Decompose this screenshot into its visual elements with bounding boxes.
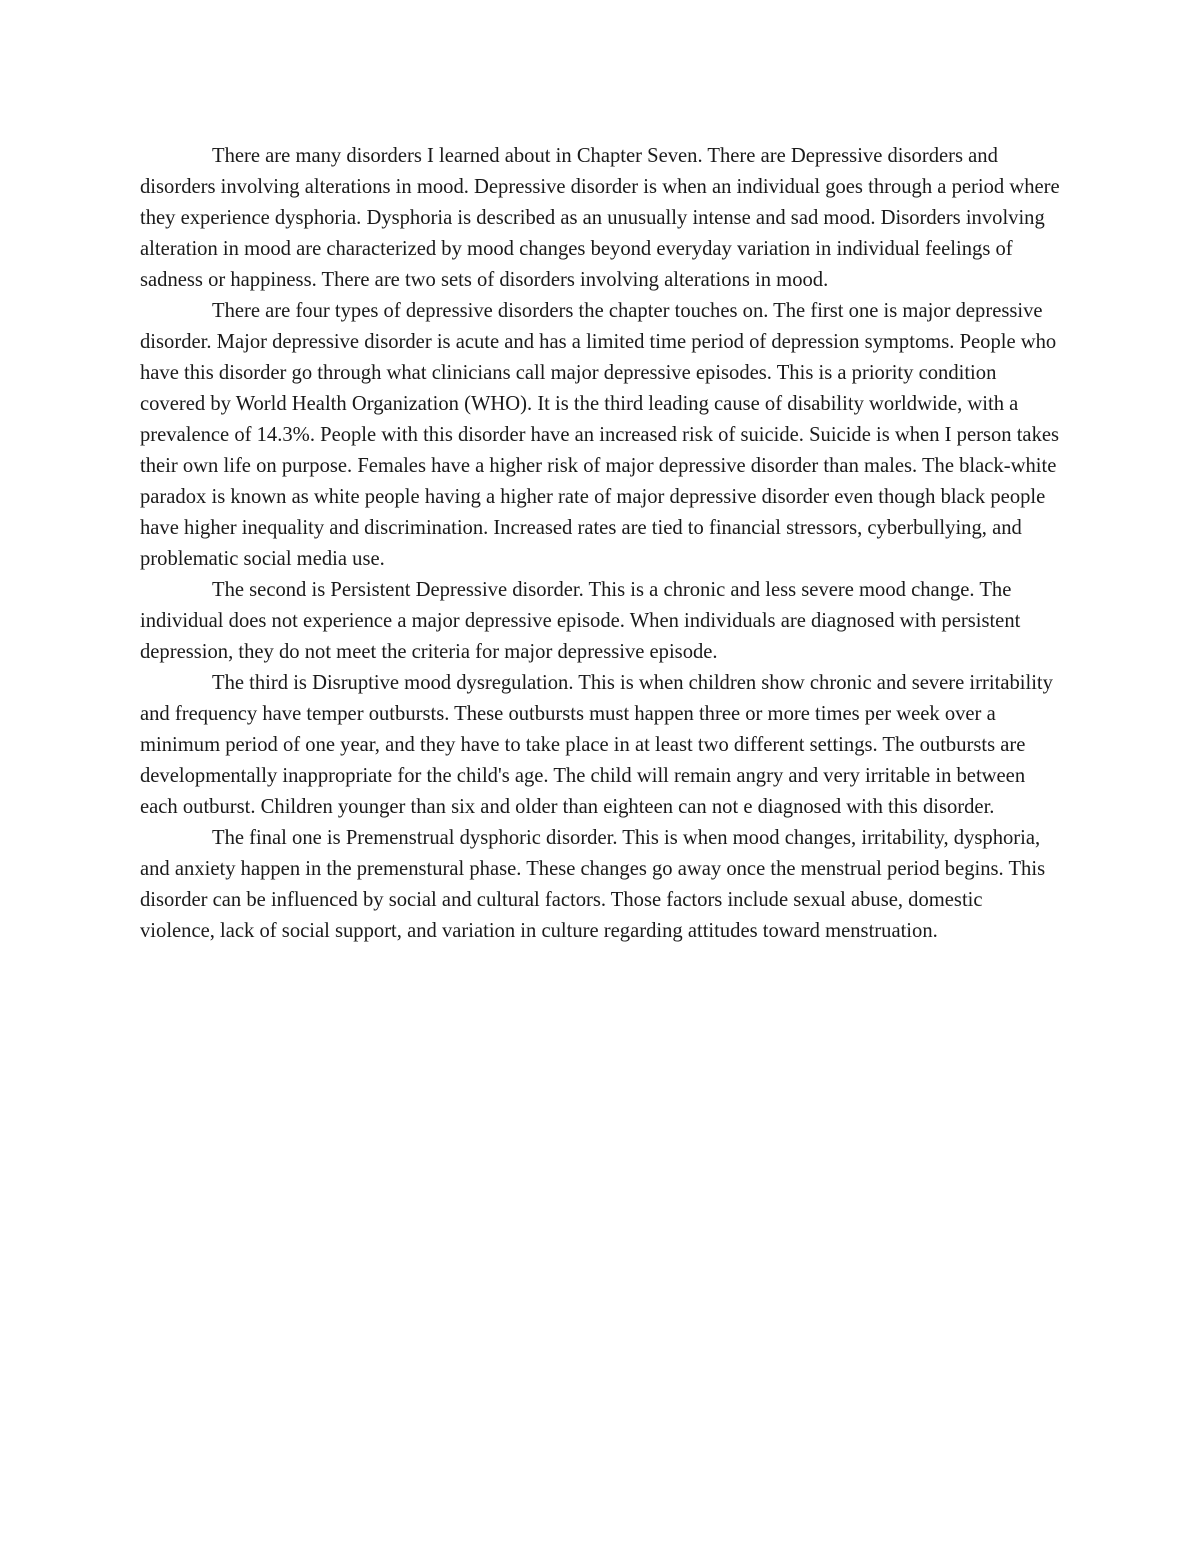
paragraph-disruptive-mood: The third is Disruptive mood dysregulation. This is when children show chronic and severe irritability and frequency have temper outbursts. These outbursts must happen three or more times per week over a minimum period of one year, and they have to take place in at least two different settings. The outbursts are developmentally inappropriate for the child's age. The child will remain angry and very irritable in between each outburst. Children younger than six and older than eighteen can not e diagnosed with this disorder. <box>140 672 1053 818</box>
paragraph-persistent-depressive: The second is Persistent Depressive disorder. This is a chronic and less severe mood change. The individual does not experience a major depressive episode. When individuals are diagnosed with persistent depression, they do not meet the criteria for major depressive episode. <box>140 579 1021 663</box>
paragraph-major-depressive: There are four types of depressive disorders the chapter touches on. The first one is major depressive disorder. Major depressive disorder is acute and has a limited time period of depression symptoms. People who have this disorder go through what clinicians call major depressive episodes. This is a priority condition covered by World Health Organization (WHO). It is the third leading cause of disability worldwide, with a prevalence of 14.3%. People with this disorder have an increased risk of suicide. Suicide is when I person takes their own life on purpose. Females have a higher risk of major depressive disorder than males. The black-white paradox is known as white people having a higher rate of major depressive disorder even though black people have higher inequality and discrimination. Increased rates are tied to financial stressors, cyberbullying, and problematic social media use. <box>140 300 1060 570</box>
paragraph-intro: There are many disorders I learned about in Chapter Seven. There are Depressive disorders and disorders involving alterations in mood. Depressive disorder is when an individual goes through a period where they experience dysphoria. Dysphoria is described as an unusually intense and sad mood. Disorders involving alteration in mood are characterized by mood changes beyond everyday variation in individual feelings of sadness or happiness. There are two sets of disorders involving alterations in mood. <box>140 145 1060 291</box>
paragraph-premenstrual: The final one is Premenstrual dysphoric disorder. This is when mood changes, irritability, dysphoria, and anxiety happen in the premenstural phase. These changes go away once the menstrual period begins. This disorder can be influenced by social and cultural factors. Those factors include sexual abuse, domestic violence, lack of social support, and variation in culture regarding attitudes toward menstruation. <box>140 827 1046 942</box>
document-body <box>140 141 1062 947</box>
